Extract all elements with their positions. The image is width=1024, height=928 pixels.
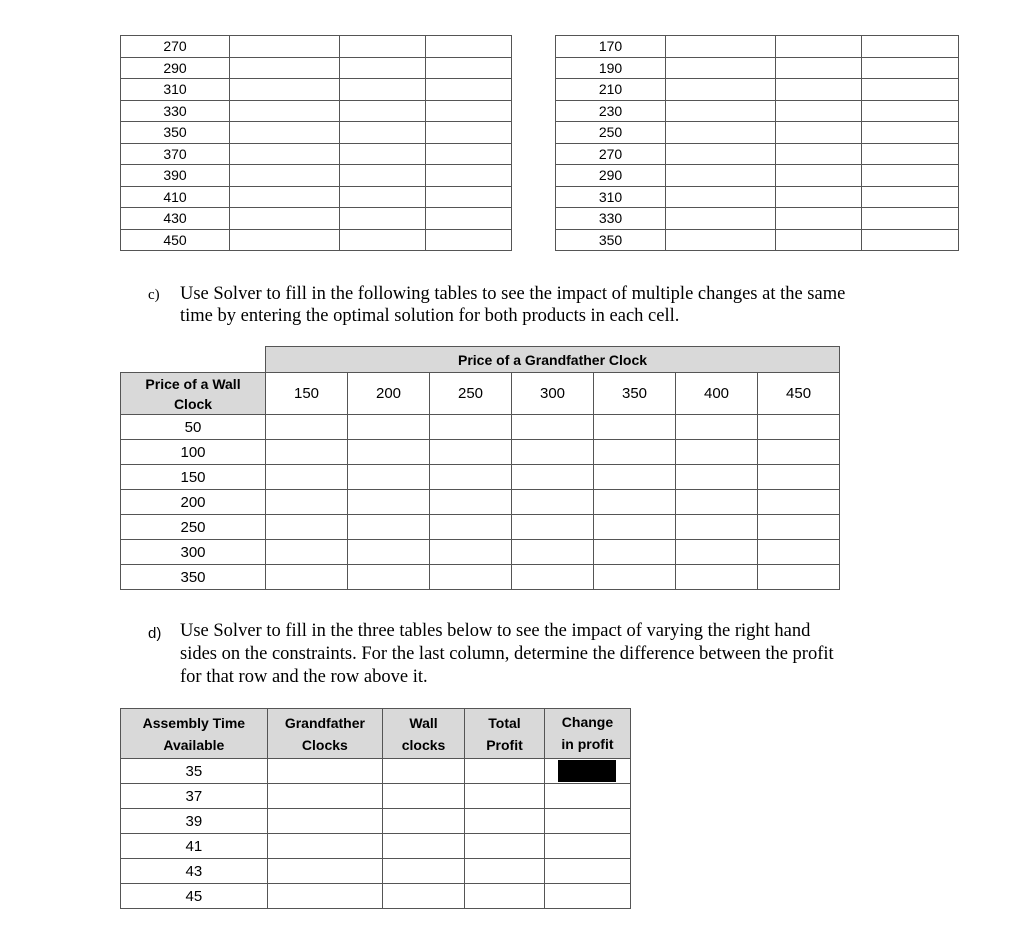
answer-cell[interactable]: [676, 490, 758, 515]
table-row: [556, 208, 959, 230]
answer-cell[interactable]: [544, 809, 630, 834]
answer-cell[interactable]: [862, 186, 959, 208]
answer-cell[interactable]: [430, 440, 512, 465]
blacked-out-box: [558, 760, 616, 782]
answer-cell[interactable]: [862, 143, 959, 165]
table-row: [121, 759, 631, 784]
table-row: [556, 186, 959, 208]
answer-cell[interactable]: [465, 834, 545, 859]
answer-cell[interactable]: [594, 540, 676, 565]
answer-cell[interactable]: [544, 784, 630, 809]
table-row: [556, 100, 959, 122]
answer-cell[interactable]: [348, 415, 430, 440]
wall-price-header: [121, 373, 266, 415]
row-value: 190: [556, 57, 666, 79]
row-value: 410: [121, 186, 230, 208]
answer-cell[interactable]: [666, 122, 776, 144]
section-d-line-2: sides on the constraints. For the last column, determine the difference between the profit: [180, 644, 834, 664]
wall-price-header-line-2: Clock: [173, 395, 213, 412]
answer-cell[interactable]: [426, 143, 512, 165]
table-row: [121, 784, 631, 809]
answer-cell[interactable]: [426, 208, 512, 230]
answer-cell[interactable]: [340, 100, 426, 122]
row-value: 350: [121, 565, 266, 590]
table-row: [121, 884, 631, 909]
table-a: [120, 35, 512, 251]
answer-cell[interactable]: [758, 565, 840, 590]
row-value: 390: [121, 165, 230, 187]
row-value: 310: [121, 79, 230, 101]
answer-cell[interactable]: [426, 100, 512, 122]
answer-cell[interactable]: [544, 834, 630, 859]
answer-cell[interactable]: [776, 208, 862, 230]
answer-cell[interactable]: [776, 36, 862, 58]
section-d-line-1: Use Solver to fill in the three tables below to see the impact of varying the right hand: [180, 621, 811, 641]
table-row: [121, 186, 512, 208]
answer-cell[interactable]: [758, 515, 840, 540]
header-line-1: Wall: [409, 714, 438, 731]
table-row: [121, 440, 840, 465]
grandfather-price-header: Price of a Grandfather Clock: [266, 347, 840, 373]
row-value: 150: [121, 465, 266, 490]
answer-cell[interactable]: [340, 122, 426, 144]
header-line-2: clocks: [401, 736, 446, 753]
answer-cell[interactable]: [666, 165, 776, 187]
answer-cell[interactable]: [383, 759, 465, 784]
answer-cell[interactable]: [267, 759, 382, 784]
answer-cell[interactable]: [676, 415, 758, 440]
answer-cell[interactable]: [862, 165, 959, 187]
row-value: 270: [121, 36, 230, 58]
section-c-line-2: time by entering the optimal solution for both products in each cell.: [180, 306, 680, 326]
row-value: 35: [121, 759, 268, 784]
answer-cell[interactable]: [776, 229, 862, 251]
row-value: 230: [556, 100, 666, 122]
section-c-instructions: [148, 283, 948, 331]
answer-cell[interactable]: [230, 165, 340, 187]
answer-cell[interactable]: [512, 465, 594, 490]
answer-cell[interactable]: [776, 57, 862, 79]
answer-cell[interactable]: [340, 79, 426, 101]
table-row: [121, 540, 840, 565]
answer-cell[interactable]: [340, 186, 426, 208]
row-value: 290: [121, 57, 230, 79]
header-line-2: Clocks: [301, 736, 348, 753]
row-value: 350: [121, 122, 230, 144]
table-b: [555, 35, 959, 251]
table-row: [121, 809, 631, 834]
answer-cell[interactable]: [266, 540, 348, 565]
table-row: [121, 57, 512, 79]
header-line-2: Profit: [486, 736, 523, 753]
answer-cell[interactable]: [862, 57, 959, 79]
answer-cell[interactable]: [862, 100, 959, 122]
answer-cell[interactable]: [862, 208, 959, 230]
answer-cell[interactable]: [430, 515, 512, 540]
answer-cell[interactable]: [266, 415, 348, 440]
answer-cell[interactable]: [230, 36, 340, 58]
answer-cell[interactable]: [230, 186, 340, 208]
table-row: [556, 165, 959, 187]
answer-cell[interactable]: [862, 36, 959, 58]
header-line-1: Grandfather: [284, 714, 365, 731]
header-line-1: Change: [561, 714, 614, 730]
row-value: 170: [556, 36, 666, 58]
answer-cell[interactable]: [426, 165, 512, 187]
column-header: 200: [348, 373, 430, 415]
row-value: 330: [556, 208, 666, 230]
header-grandfather-clocks: [267, 709, 382, 759]
answer-cell[interactable]: [666, 229, 776, 251]
answer-cell[interactable]: [676, 515, 758, 540]
answer-cell[interactable]: [266, 440, 348, 465]
answer-cell[interactable]: [862, 79, 959, 101]
answer-cell[interactable]: [340, 57, 426, 79]
answer-cell[interactable]: [340, 143, 426, 165]
table-row: [556, 122, 959, 144]
answer-cell[interactable]: [666, 208, 776, 230]
row-value: 210: [556, 79, 666, 101]
answer-cell[interactable]: [465, 784, 545, 809]
answer-cell[interactable]: [676, 540, 758, 565]
column-header: 300: [512, 373, 594, 415]
answer-cell[interactable]: [676, 440, 758, 465]
answer-cell[interactable]: [267, 884, 382, 909]
section-c-line-1: Use Solver to fill in the following tables to see the impact of multiple changes at the same: [180, 284, 846, 304]
answer-cell[interactable]: [426, 186, 512, 208]
answer-cell[interactable]: [776, 143, 862, 165]
answer-cell[interactable]: [230, 208, 340, 230]
answer-cell[interactable]: [383, 859, 465, 884]
wall-price-header-line-1: Price of a Wall: [145, 375, 241, 392]
table-row: [121, 122, 512, 144]
table-row: [121, 834, 631, 859]
answer-cell[interactable]: [512, 490, 594, 515]
row-value: 350: [556, 229, 666, 251]
header-line-1: Total: [488, 714, 521, 731]
answer-cell[interactable]: [666, 57, 776, 79]
answer-cell[interactable]: [758, 415, 840, 440]
row-value: 270: [556, 143, 666, 165]
answer-cell[interactable]: [348, 565, 430, 590]
answer-cell[interactable]: [676, 465, 758, 490]
table-row: [121, 515, 840, 540]
blocked-cell: [544, 759, 630, 784]
row-value: 200: [121, 490, 266, 515]
answer-cell[interactable]: [230, 79, 340, 101]
header-change-in-profit: [544, 709, 630, 759]
answer-cell[interactable]: [666, 143, 776, 165]
answer-cell[interactable]: [340, 229, 426, 251]
header-total-profit: [465, 709, 545, 759]
answer-cell[interactable]: [594, 415, 676, 440]
answer-cell[interactable]: [426, 122, 512, 144]
answer-cell[interactable]: [666, 186, 776, 208]
row-value: 50: [121, 415, 266, 440]
answer-cell[interactable]: [348, 515, 430, 540]
answer-cell[interactable]: [430, 565, 512, 590]
answer-cell[interactable]: [426, 57, 512, 79]
answer-cell[interactable]: [776, 186, 862, 208]
section-c-label: c): [148, 287, 160, 303]
answer-cell[interactable]: [267, 809, 382, 834]
row-value: 330: [121, 100, 230, 122]
answer-cell[interactable]: [758, 440, 840, 465]
answer-cell[interactable]: [348, 465, 430, 490]
answer-cell[interactable]: [512, 515, 594, 540]
table-row: [121, 229, 512, 251]
row-value: 37: [121, 784, 268, 809]
answer-cell[interactable]: [230, 143, 340, 165]
answer-cell[interactable]: [340, 208, 426, 230]
answer-cell[interactable]: [666, 79, 776, 101]
answer-cell[interactable]: [348, 490, 430, 515]
header-assembly-time: [121, 709, 268, 759]
answer-cell[interactable]: [512, 440, 594, 465]
table-row: [121, 415, 840, 440]
answer-cell[interactable]: [383, 784, 465, 809]
row-value: 45: [121, 884, 268, 909]
column-header: 400: [676, 373, 758, 415]
answer-cell[interactable]: [465, 809, 545, 834]
answer-cell[interactable]: [758, 490, 840, 515]
answer-cell[interactable]: [776, 165, 862, 187]
row-value: 300: [121, 540, 266, 565]
table-row: [121, 565, 840, 590]
column-header: 150: [266, 373, 348, 415]
answer-cell[interactable]: [666, 36, 776, 58]
answer-cell[interactable]: [348, 540, 430, 565]
row-value: 250: [556, 122, 666, 144]
answer-cell[interactable]: [340, 36, 426, 58]
answer-cell[interactable]: [594, 465, 676, 490]
answer-cell[interactable]: [340, 165, 426, 187]
answer-cell[interactable]: [512, 415, 594, 440]
answer-cell[interactable]: [862, 229, 959, 251]
row-value: 100: [121, 440, 266, 465]
answer-cell[interactable]: [430, 415, 512, 440]
table-row: [121, 165, 512, 187]
table-row: [121, 36, 512, 58]
answer-cell[interactable]: [266, 490, 348, 515]
answer-cell[interactable]: [862, 122, 959, 144]
section-d-instructions: [148, 620, 968, 692]
answer-cell[interactable]: [430, 465, 512, 490]
answer-cell[interactable]: [676, 565, 758, 590]
answer-cell[interactable]: [465, 759, 545, 784]
column-header: 250: [430, 373, 512, 415]
header-wall-clocks: [383, 709, 465, 759]
answer-cell[interactable]: [348, 440, 430, 465]
answer-cell[interactable]: [267, 834, 382, 859]
answer-cell[interactable]: [758, 465, 840, 490]
table-row: [121, 859, 631, 884]
row-value: 310: [556, 186, 666, 208]
answer-cell[interactable]: [465, 859, 545, 884]
answer-cell[interactable]: [230, 229, 340, 251]
answer-cell[interactable]: [544, 884, 630, 909]
answer-cell[interactable]: [230, 100, 340, 122]
answer-cell[interactable]: [666, 100, 776, 122]
answer-cell[interactable]: [776, 122, 862, 144]
answer-cell[interactable]: [383, 809, 465, 834]
assembly-time-table: [120, 708, 631, 909]
answer-cell[interactable]: [383, 834, 465, 859]
row-value: 430: [121, 208, 230, 230]
answer-cell[interactable]: [594, 565, 676, 590]
answer-cell[interactable]: [426, 229, 512, 251]
answer-cell[interactable]: [426, 79, 512, 101]
row-value: 250: [121, 515, 266, 540]
price-sensitivity-table: [120, 346, 840, 590]
answer-cell[interactable]: [230, 122, 340, 144]
section-d-label: d): [148, 625, 162, 642]
answer-cell[interactable]: [266, 515, 348, 540]
row-value: 39: [121, 809, 268, 834]
table-row: [556, 79, 959, 101]
answer-cell[interactable]: [776, 79, 862, 101]
answer-cell[interactable]: [230, 57, 340, 79]
row-value: 450: [121, 229, 230, 251]
answer-cell[interactable]: [512, 565, 594, 590]
column-header: 450: [758, 373, 840, 415]
table-row: [121, 465, 840, 490]
table-row: [121, 100, 512, 122]
answer-cell[interactable]: [594, 490, 676, 515]
answer-cell[interactable]: [267, 859, 382, 884]
table-row: [556, 229, 959, 251]
answer-cell[interactable]: [383, 884, 465, 909]
answer-cell[interactable]: [267, 784, 382, 809]
table-row: [121, 143, 512, 165]
table-row: [556, 57, 959, 79]
answer-cell[interactable]: [594, 515, 676, 540]
answer-cell[interactable]: [465, 884, 545, 909]
table-row: [556, 36, 959, 58]
table-row: [121, 79, 512, 101]
answer-cell[interactable]: [758, 540, 840, 565]
row-value: 290: [556, 165, 666, 187]
row-value: 41: [121, 834, 268, 859]
answer-cell[interactable]: [266, 465, 348, 490]
row-value: 370: [121, 143, 230, 165]
header-line-1: Assembly Time: [142, 714, 246, 731]
answer-cell[interactable]: [426, 36, 512, 58]
header-line-2: in profit: [561, 736, 614, 752]
answer-cell[interactable]: [266, 565, 348, 590]
answer-cell[interactable]: [594, 440, 676, 465]
row-value: 43: [121, 859, 268, 884]
answer-cell[interactable]: [430, 540, 512, 565]
table-row: [121, 490, 840, 515]
answer-cell[interactable]: [544, 859, 630, 884]
answer-cell[interactable]: [512, 540, 594, 565]
table-row: [121, 208, 512, 230]
answer-cell[interactable]: [776, 100, 862, 122]
section-d-line-3: for that row and the row above it.: [180, 667, 428, 687]
header-line-2: Available: [163, 736, 225, 753]
column-header: 350: [594, 373, 676, 415]
answer-cell[interactable]: [430, 490, 512, 515]
empty-corner: [121, 347, 266, 373]
table-row: [556, 143, 959, 165]
